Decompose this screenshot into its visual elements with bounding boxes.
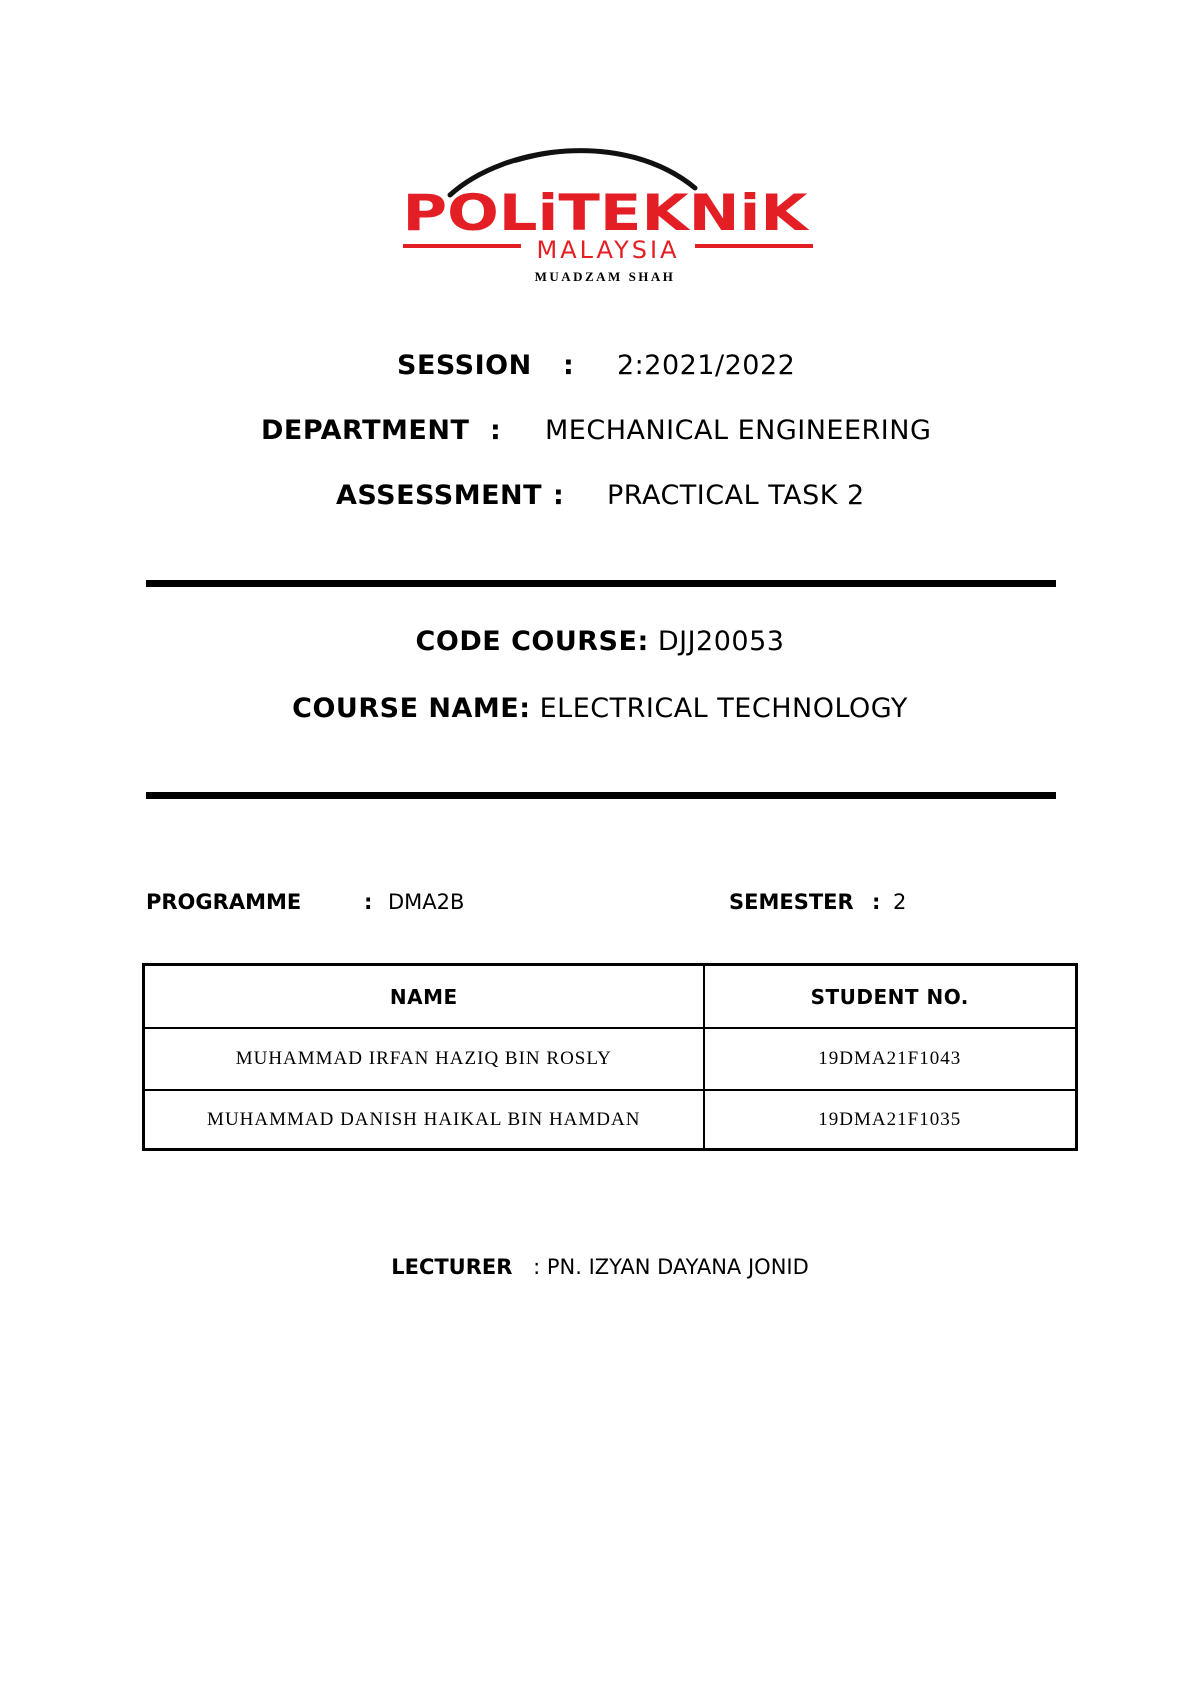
assessment-row bbox=[0, 480, 1200, 516]
student-no-column-header: STUDENT NO. bbox=[704, 965, 1077, 1029]
course-name-label: COURSE NAME: bbox=[292, 693, 531, 724]
name-column-header: NAME bbox=[144, 965, 704, 1029]
lecturer-line bbox=[0, 1255, 1200, 1279]
session-label: SESSION bbox=[397, 350, 532, 381]
lecturer-value: PN. IZYAN DAYANA JONID bbox=[546, 1255, 809, 1279]
session-separator: : bbox=[563, 350, 575, 381]
programme-separator: : bbox=[364, 890, 373, 914]
logo-country-text: MALAYSIA bbox=[536, 236, 680, 264]
course-name-value: ELECTRICAL TECHNOLOGY bbox=[539, 693, 908, 724]
course-code-label: CODE COURSE: bbox=[415, 626, 649, 657]
lecturer-separator: : bbox=[533, 1255, 541, 1279]
course-name-line bbox=[0, 693, 1200, 724]
logo-campus-text: MUADZAM SHAH bbox=[534, 269, 676, 284]
semester-separator: : bbox=[872, 890, 881, 914]
semester-value: 2 bbox=[893, 890, 907, 914]
student-no-cell: 19DMA21F1035 bbox=[704, 1090, 1077, 1150]
assessment-value: PRACTICAL TASK 2 bbox=[607, 480, 865, 511]
department-value: MECHANICAL ENGINEERING bbox=[545, 415, 932, 446]
session-row bbox=[0, 350, 1200, 386]
bottom-divider bbox=[146, 792, 1056, 799]
semester-label: SEMESTER bbox=[729, 890, 854, 914]
table-row bbox=[144, 1090, 1077, 1150]
student-no-cell: 19DMA21F1043 bbox=[704, 1028, 1077, 1090]
table-header-row bbox=[144, 965, 1077, 1029]
department-label: DEPARTMENT bbox=[261, 415, 470, 446]
lecturer-label: LECTURER bbox=[391, 1255, 513, 1279]
assessment-label: ASSESSMENT bbox=[336, 480, 543, 511]
logo-brand-text: POLiTEKNiK bbox=[402, 184, 811, 242]
student-name-cell: MUHAMMAD DANISH HAIKAL BIN HAMDAN bbox=[144, 1090, 704, 1150]
programme-label: PROGRAMME bbox=[146, 890, 302, 914]
students-table bbox=[142, 963, 1078, 1151]
table-row bbox=[144, 1028, 1077, 1090]
top-divider bbox=[146, 580, 1056, 587]
student-name-cell: MUHAMMAD IRFAN HAZIQ BIN ROSLY bbox=[144, 1028, 704, 1090]
assessment-separator: : bbox=[553, 480, 565, 511]
session-value: 2:2021/2022 bbox=[617, 350, 796, 381]
department-row bbox=[0, 415, 1200, 451]
course-code-value: DJJ20053 bbox=[657, 626, 785, 657]
course-code-line bbox=[0, 626, 1200, 657]
politeknik-logo bbox=[395, 140, 820, 290]
programme-value: DMA2B bbox=[388, 890, 465, 914]
department-separator: : bbox=[490, 415, 502, 446]
